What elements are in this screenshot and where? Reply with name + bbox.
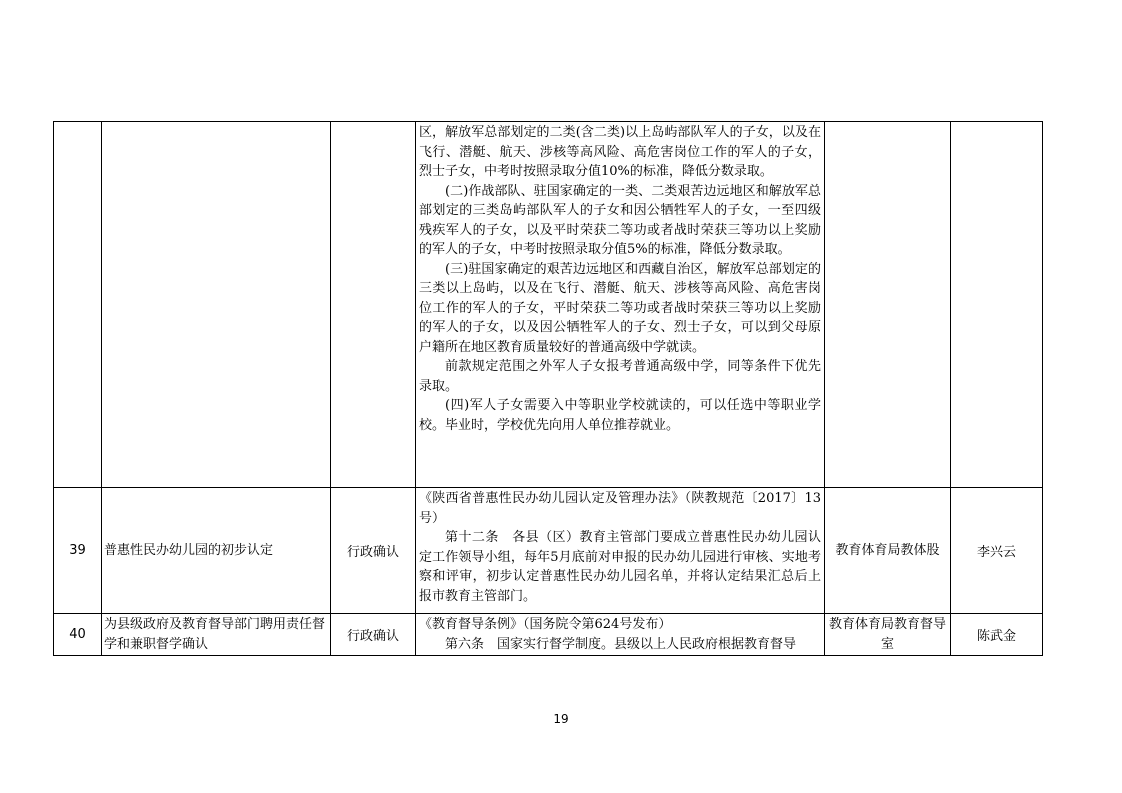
item-type: 行政确认 — [331, 488, 416, 614]
basis-paragraph: 区，解放军总部划定的二类(含二类)以上岛屿部队军人的子女，以及在飞行、潜艇、航天、涉核等高风险、高危害岗位工作的军人的子女，烈士子女，中考时按照录取分值10%的标准，降低分数录取。 — [419, 125, 821, 179]
responsible-department: 教育体育局教育督导室 — [825, 614, 951, 656]
item-name: 普惠性民办幼儿园的初步认定 — [102, 488, 331, 614]
basis-paragraph: 第六条 国家实行督学制度。县级以上人民政府根据教育督导 — [445, 636, 797, 652]
responsible-department: 教育体育局教体股 — [825, 488, 951, 614]
table-row — [54, 614, 1043, 656]
table-row — [54, 122, 1043, 488]
basis-paragraph: 第十二条 各县（区）教育主管部门要成立普惠性民办幼儿园认定工作领导小组，每年5月底前对申报的民办幼儿园进行审核、实地考察和评审，初步认定普惠性民办幼儿园名单，并将认定结果汇总后上报市教育主管部门。 — [419, 530, 821, 604]
basis-paragraph: 《陕西省普惠性民办幼儿园认定及管理办法》（陕教规范〔2017〕13号） — [419, 491, 821, 526]
basis-paragraph: 前款规定范围之外军人子女报考普通高级中学，同等条件下优先录取。 — [419, 359, 821, 394]
responsible-person: 李兴云 — [951, 488, 1043, 614]
basis-paragraph: (三)驻国家确定的艰苦边远地区和西藏自治区，解放军总部划定的三类以上岛屿，以及在飞行、潜艇、航天、涉核等高风险、高危害岗位工作的军人的子女，平时荣获二等功或者战时荣获三等功以上奖励的军人的子女，以及因公牺牲军人的子女、烈士子女，可以到父母原户籍所在地区教育质量较好的普通高级中学就读。 — [419, 261, 821, 355]
basis-paragraph: (四)军人子女需要入中等职业学校就读的，可以任选中等职业学校。毕业时，学校优先向用人单位推荐就业。 — [419, 398, 821, 433]
item-name — [102, 122, 331, 488]
basis-paragraph: (二)作战部队、驻国家确定的一类、二类艰苦边远地区和解放军总部划定的三类岛屿部队军人的子女和因公牺牲军人的子女，一至四级残疾军人的子女，以及平时荣获二等功或者战时荣获三等功以上奖励的军人的子女，中考时按照录取分值5%的标准，降低分数录取。 — [419, 183, 821, 257]
basis-paragraph: 《教育督导条例》（国务院令第624号发布） — [419, 617, 672, 632]
item-name: 为县级政府及教育督导部门聘用责任督学和兼职督学确认 — [102, 614, 331, 656]
row-number — [54, 122, 102, 488]
page-number: 19 — [553, 712, 569, 726]
item-type — [331, 122, 416, 488]
legal-basis — [416, 488, 825, 614]
table-row — [54, 488, 1043, 614]
responsible-department — [825, 122, 951, 488]
responsible-person — [951, 122, 1043, 488]
item-type: 行政确认 — [331, 614, 416, 656]
row-number: 40 — [54, 614, 102, 656]
policy-table — [53, 121, 1043, 656]
legal-basis — [416, 614, 825, 656]
legal-basis — [416, 122, 825, 488]
row-number: 39 — [54, 488, 102, 614]
responsible-person: 陈武金 — [951, 614, 1043, 656]
